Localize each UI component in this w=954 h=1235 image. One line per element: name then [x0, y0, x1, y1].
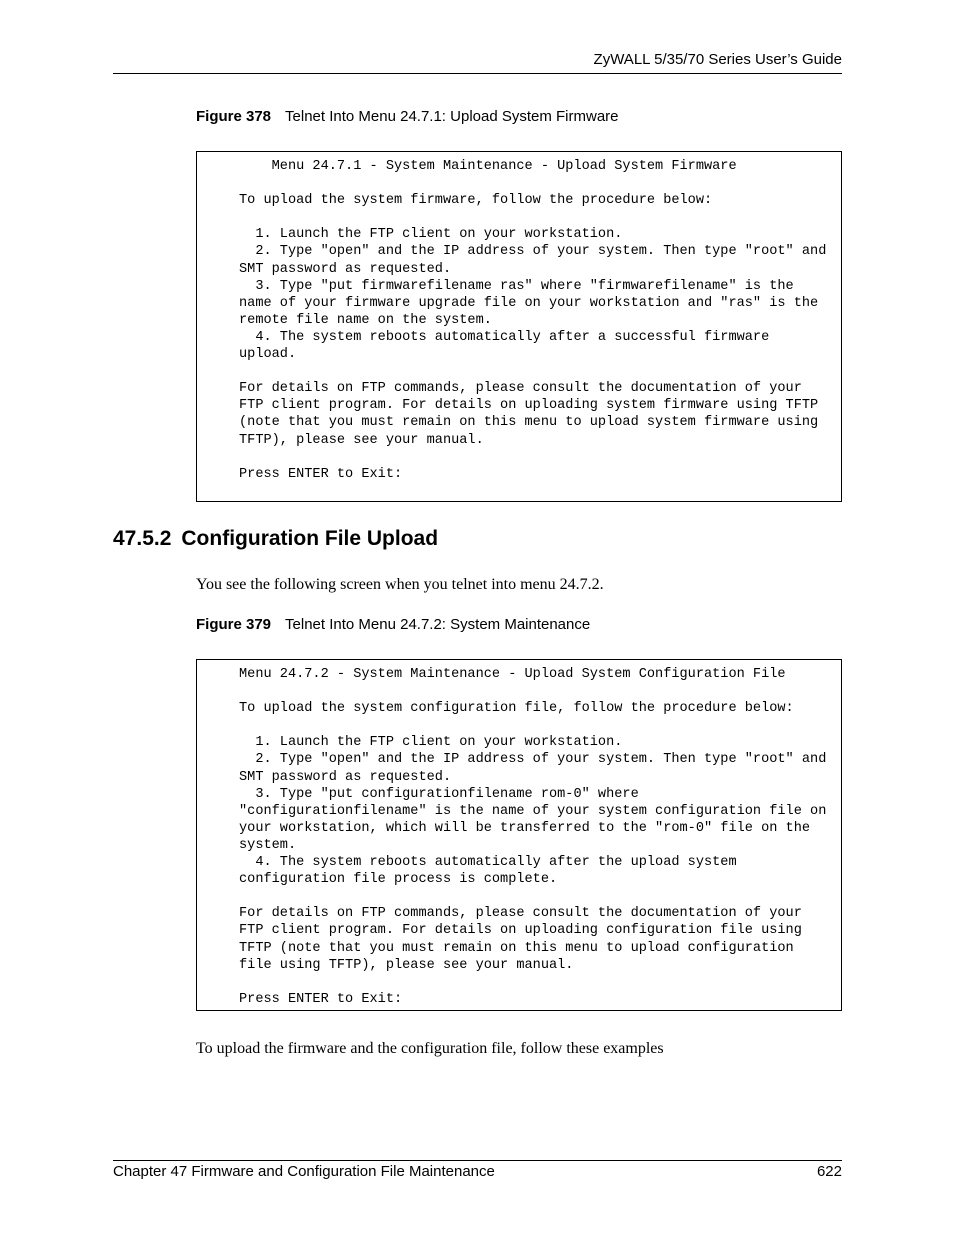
guide-title: ZyWALL 5/35/70 Series User’s Guide	[593, 51, 842, 68]
figure-379-label: Figure 379	[196, 616, 272, 633]
section-heading	[113, 527, 438, 551]
figure-378-label: Figure 378	[196, 108, 272, 125]
section-intro: You see the following screen when you telnet into menu 24.7.2.	[196, 576, 604, 593]
figure-379-terminal-text: Menu 24.7.2 - System Maintenance - Upload System Configuration File To upload the system configuration file, follow the procedure below: 1. Launch the FTP client on your workstation. 2. Type "open" and the IP address of your system. Then type "root" and SMT password as requested. 3. Type "put configurationfilename rom-0" where "configurationfilename" is the name of your system configuration file on your workstation, which will be transferred to the "rom-0" file on the system. 4. The system reboots automatically after the upload system configuration file process is complete. For details on FTP commands, please consult the documentation of your FTP client program. For details on uploading configuration file using TFTP (note that you must remain on this menu to upload configuration file using TFTP), please see your manual. Press ENTER to Exit:	[239, 667, 827, 1007]
figure-378-terminal-text: Menu 24.7.1 - System Maintenance - Upload System Firmware To upload the system firmware, follow the procedure below: 1. Launch the FTP client on your workstation. 2. Type "open" and the IP address of your system. Then type "root" and SMT password as requested. 3. Type "put firmwarefilename ras" where "firmwarefilename" is the name of your firmware upgrade file on your workstation and "ras" is the remote file name on the system. 4. The system reboots automatically after a successful firmware upload. For details on FTP commands, please consult the documentation of your FTP client program. For details on uploading system firmware using TFTP (note that you must remain on this menu to upload system firmware using TFTP), please see your manual. Press ENTER to Exit:	[239, 159, 827, 482]
page-footer	[113, 1160, 842, 1183]
figure-379-title: Telnet Into Menu 24.7.2: System Maintenance	[285, 616, 591, 633]
figure-378-title: Telnet Into Menu 24.7.1: Upload System Firmware	[285, 108, 619, 125]
section-number: 47.5.2	[113, 527, 172, 550]
figure-378-terminal-box	[196, 151, 842, 502]
closing-paragraph: To upload the firmware and the configuration file, follow these examples	[196, 1040, 664, 1057]
section-title: Configuration File Upload	[181, 527, 439, 550]
figure-379-caption	[196, 616, 590, 633]
page-number: 622	[816, 1163, 842, 1180]
chapter-title: Chapter 47 Firmware and Configuration File Maintenance	[113, 1163, 495, 1180]
figure-379-terminal-box	[196, 659, 842, 1011]
figure-378-caption	[196, 108, 619, 125]
page-header	[113, 50, 842, 74]
